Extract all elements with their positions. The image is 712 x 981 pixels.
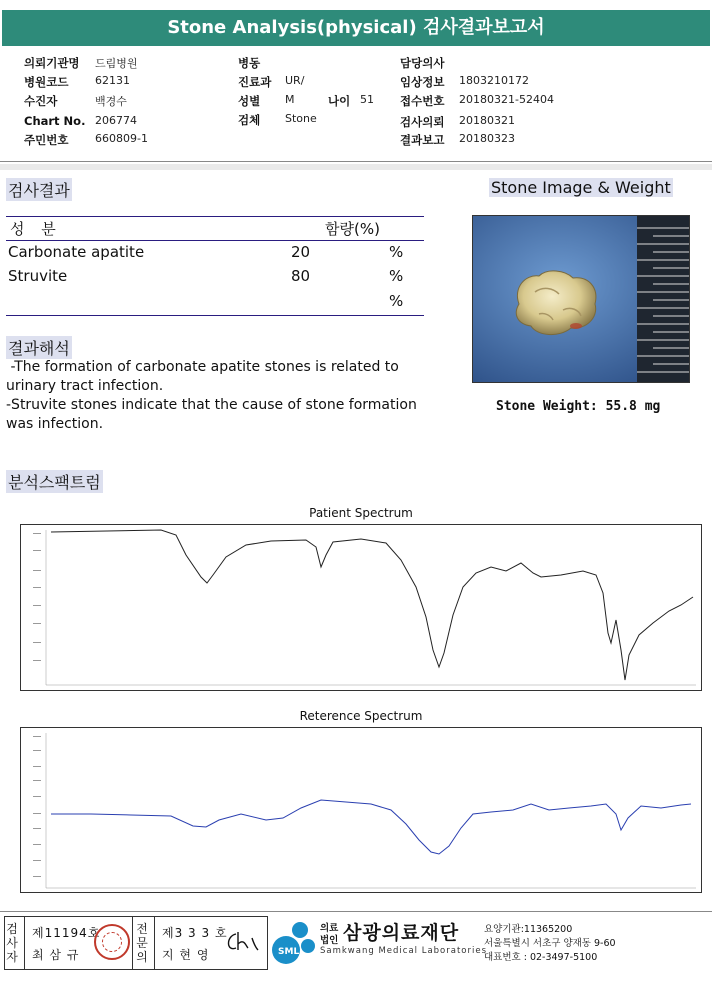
patient-spectrum-line xyxy=(51,530,693,680)
divider xyxy=(24,916,25,970)
value-chart-no: 206774 xyxy=(95,114,137,127)
table-top-rule xyxy=(6,216,424,217)
label-patient: 수진자 xyxy=(24,94,58,108)
logo-text: SML xyxy=(278,947,300,957)
table-header-rule xyxy=(6,240,424,241)
col-header-content: 함량(%) xyxy=(325,220,380,238)
report-footer xyxy=(0,911,712,981)
value-age: 51 xyxy=(360,93,374,106)
row-unit-3: % xyxy=(389,292,404,310)
foundation-address: 서울특별시 서초구 양재동 9-60 xyxy=(484,938,616,949)
divider xyxy=(132,916,133,970)
stone-photo xyxy=(472,215,690,383)
label-chart-no: Chart No. xyxy=(24,114,86,128)
specialist-signature-icon xyxy=(222,928,262,956)
interpretation-line-2: urinary tract infection. xyxy=(6,378,164,394)
patient-spectrum-chart xyxy=(20,524,702,691)
inspector-vertical-label xyxy=(6,922,22,964)
divider xyxy=(154,916,155,970)
interpretation-line-1: -The formation of carbonate apatite stones is related to xyxy=(6,359,399,375)
value-patient: 백경수 xyxy=(95,95,127,108)
patient-info-panel xyxy=(0,46,712,162)
specialist-license-no: 제3 3 3 호 xyxy=(162,926,228,940)
row-name-1: Carbonate apatite xyxy=(8,243,145,261)
value-hospital-code: 62131 xyxy=(95,74,130,87)
value-specimen: Stone xyxy=(285,112,317,125)
label-report-date: 결과보고 xyxy=(400,133,445,147)
label-ward: 병동 xyxy=(238,56,261,70)
value-department: UR/ xyxy=(285,74,305,87)
row-unit-2: % xyxy=(389,267,404,285)
value-institution: 드림병원 xyxy=(95,57,138,70)
row-value-2: 80 xyxy=(291,267,311,285)
stone-image-title: Stone Image & Weight xyxy=(491,178,671,197)
label-resident-no: 주민번호 xyxy=(24,133,69,147)
label-request-date: 검사의뢰 xyxy=(400,115,445,129)
institution-code: 요양기관:11365200 xyxy=(484,924,573,935)
value-receipt-no: 20180321-52404 xyxy=(459,93,554,106)
table-bottom-rule xyxy=(6,315,424,316)
report-title: Stone Analysis(physical) 검사결과보고서 xyxy=(2,10,710,46)
specialist-vertical-label xyxy=(136,922,152,964)
label-hospital-code: 병원코드 xyxy=(24,75,69,89)
row-name-2: Struvite xyxy=(8,267,68,285)
interpretation-title: 결과해석 xyxy=(6,336,72,359)
stone-photo-graphic xyxy=(473,216,690,383)
inspector-seal-icon xyxy=(94,924,130,960)
label-department: 진료과 xyxy=(238,75,272,89)
reference-spectrum-chart xyxy=(20,727,702,893)
foundation-prefix-2: 법인 xyxy=(320,935,339,946)
interpretation-line-4: was infection. xyxy=(6,416,104,432)
label-age: 나이 xyxy=(328,94,351,108)
patient-spectrum-title: Patient Spectrum xyxy=(309,506,413,520)
foundation-name: 삼광의료재단 xyxy=(343,922,460,944)
col-header-component: 성 분 xyxy=(10,220,62,238)
foundation-english-name: Samkwang Medical Laboratories xyxy=(320,946,488,956)
inspector-name: 최 삼 규 xyxy=(32,948,80,962)
spectrum-section-title: 분석스팩트럼 xyxy=(6,470,103,493)
label-institution: 의뢰기관명 xyxy=(24,56,80,70)
foundation-prefix-1: 의료 xyxy=(320,923,339,934)
inspector-license-no: 제11194호 xyxy=(32,926,101,940)
specialist-name: 지 현 영 xyxy=(162,948,210,962)
reference-spectrum-plot xyxy=(21,728,701,892)
row-value-1: 20 xyxy=(291,243,311,261)
value-report-date: 20180323 xyxy=(459,132,515,145)
stone-weight-line xyxy=(472,399,702,414)
results-title: 검사결과 xyxy=(6,178,72,201)
label-specimen: 검체 xyxy=(238,113,261,127)
label-clinical-info: 임상정보 xyxy=(400,75,445,89)
interpretation-line-3: -Struvite stones indicate that the cause of stone formation xyxy=(6,397,417,413)
specialist-vertical-text: 전문의 xyxy=(136,922,148,964)
value-request-date: 20180321 xyxy=(459,114,515,127)
inspector-vertical-text: 검사자 xyxy=(6,922,18,964)
value-clinical-info: 1803210172 xyxy=(459,74,529,87)
label-receipt-no: 접수번호 xyxy=(400,94,445,108)
value-resident-no: 660809-1 xyxy=(95,132,148,145)
foundation-phone: 대표번호 : 02-3497-5100 xyxy=(484,952,598,963)
label-physician: 담당의사 xyxy=(400,56,445,70)
reference-spectrum-line xyxy=(51,800,691,854)
row-unit-1: % xyxy=(389,243,404,261)
reference-spectrum-title: Reterence Spectrum xyxy=(299,709,423,723)
label-sex: 성별 xyxy=(238,94,261,108)
stone-weight-value: 55.8 mg xyxy=(605,399,661,414)
sml-logo-icon xyxy=(270,916,318,972)
stone-weight-label: Stone Weight: xyxy=(496,399,598,414)
section-divider xyxy=(0,164,712,170)
value-sex: M xyxy=(285,93,295,106)
patient-spectrum-plot xyxy=(21,525,701,690)
